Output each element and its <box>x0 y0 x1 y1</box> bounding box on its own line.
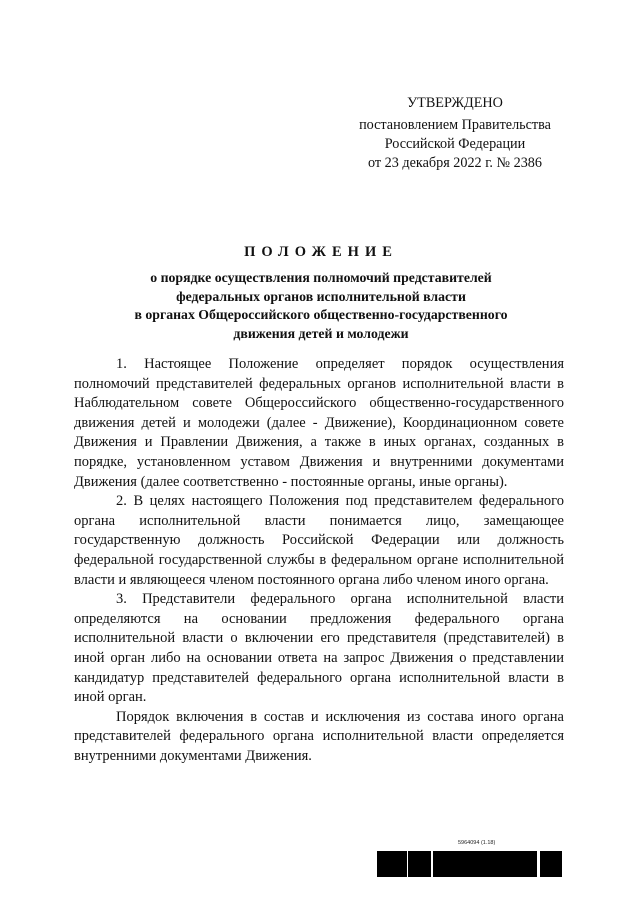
barcode-icon <box>376 851 562 877</box>
approval-stamp <box>340 94 570 173</box>
document-code: 5964094 (1.18) <box>458 840 496 846</box>
document-title-block <box>80 244 562 343</box>
approval-heading: УТВЕРЖДЕНО <box>407 95 503 111</box>
subtitle-line-3: в органах Общероссийского общественно-государственного <box>134 307 508 322</box>
subtitle-line-2: федеральных органов исполнительной власти <box>176 288 466 304</box>
subtitle-line-4: движения детей и молодежи <box>233 325 409 341</box>
subtitle-line-1: о порядке осуществления полномочий представителей <box>150 270 492 285</box>
paragraph-2: 2. В целях настоящего Положения под представителем федерального органа исполнительной власти понимается лицо, замещающее государственную должность Российской Федерации или должность федеральной государственной службы в федеральном органе исполнительной власти и являющееся членом постоянного органа либо членом иного органа. <box>74 493 564 588</box>
approval-line-government: Российской Федерации <box>384 136 526 152</box>
approval-line-date-number: от 23 декабря 2022 г. № 2386 <box>368 155 542 171</box>
document-subtitle <box>80 269 562 343</box>
document-body <box>74 355 564 766</box>
paragraph-4: Порядок включения в состав и исключения из состава иного органа представителей федерального органа исполнительной власти определяется внутренними документами Движения. <box>74 708 564 764</box>
document-title: ПОЛОЖЕНИЕ <box>244 244 398 260</box>
paragraph-1: 1. Настоящее Положение определяет порядок осуществления полномочий представителей федеральных органов исполнительной власти в Наблюдательном совете Общероссийского общественно-государственного движения детей и молодежи (далее - Движение), Координационном совете Движения и Правлении Движения, а также в иных органах, созданных в порядке, установленном уставом Движения и внутренними документами Движения (далее соответственно - постоянные органы, иные органы). <box>74 356 564 490</box>
paragraph-3: 3. Представители федерального органа исполнительной власти определяются на основании предложения федерального органа исполнительной власти о включении его представителя (представителей) в иной орган либо на основании ответа на запрос Движения о представлении кандидатур представителей федерального органа исполнительной власти в иной орган. <box>74 591 564 706</box>
approval-line-decree: постановлением Правительства <box>359 117 551 133</box>
